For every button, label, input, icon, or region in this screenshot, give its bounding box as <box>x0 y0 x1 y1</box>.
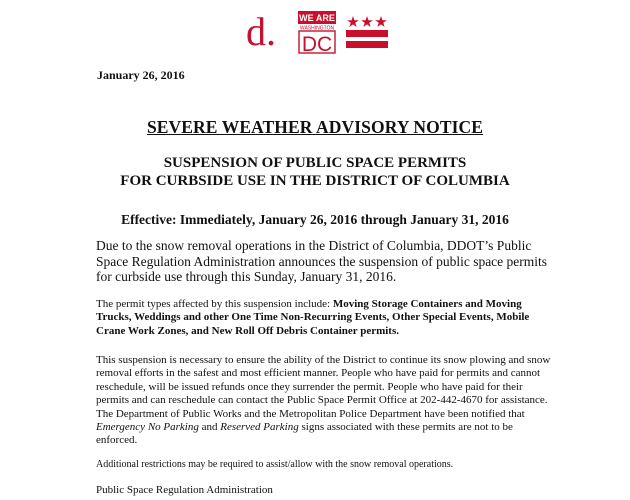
notice-subtitle-line1: SUSPENSION OF PUBLIC SPACE PERMITS <box>163 155 467 171</box>
reason-text-2: and <box>198 421 221 434</box>
intro-paragraph: Due to the snow removal operations in the District of Columbia, DDOT’s Public Space Regulation Administration announces the suspension of public space permits for curbside use through this Sunday, January 31, 2016. <box>96 238 548 285</box>
permit-types-prefix: The permit types affected by this suspension include: <box>96 298 333 310</box>
signature-line: Public Space Regulation Administration <box>96 484 273 496</box>
permit-types-paragraph <box>96 298 551 338</box>
reserved-parking-term: Reserved Parking <box>220 421 299 434</box>
effective-dates: Effective: Immediately, January 26, 2016 through January 31, 2016 <box>121 212 509 227</box>
svg-text:DC: DC <box>301 33 333 54</box>
additional-restrictions: Additional restrictions may be required to assist/allow with the snow removal operations. <box>96 459 454 470</box>
notice-subtitle-line2: FOR CURBSIDE USE IN THE DISTRICT OF COLUMBIA <box>120 173 510 189</box>
emergency-no-parking-term: Emergency No Parking <box>96 421 199 434</box>
svg-text:WASHINGTON: WASHINGTON <box>299 25 335 32</box>
reason-text-1: This suspension is necessary to ensure the ability of the District to continue its snow plowing and snow removal efforts in the safest and most efficient manner. People who have paid for permits and cannot reschedule, will be issued refunds once they surrender the permit. People who have paid for their permits and can reschedule can contact the Public Space Permit Office at 202-442-4670 for assistance. The Department of Public Works and the Metropolitan Police Department have been notified that <box>96 354 551 420</box>
reason-paragraph <box>96 354 551 448</box>
dc-d-logo: d. <box>246 9 276 54</box>
permit-types-list: Moving Storage Containers and Moving Trucks, Weddings and other One Time Non-Recurring Events, Other Special Events, Mobile Crane Work Zones, and New Roll Off Debris Container permits. <box>96 298 530 337</box>
we-are-washington-dc-logo <box>296 10 338 54</box>
reason-text-3: signs associated with these permits are not to be enforced. <box>96 421 513 447</box>
notice-date: January 26, 2016 <box>97 68 185 82</box>
dc-flag-logo <box>346 14 388 50</box>
svg-text:WE ARE: WE ARE <box>299 13 335 23</box>
notice-title: SEVERE WEATHER ADVISORY NOTICE <box>146 117 484 137</box>
